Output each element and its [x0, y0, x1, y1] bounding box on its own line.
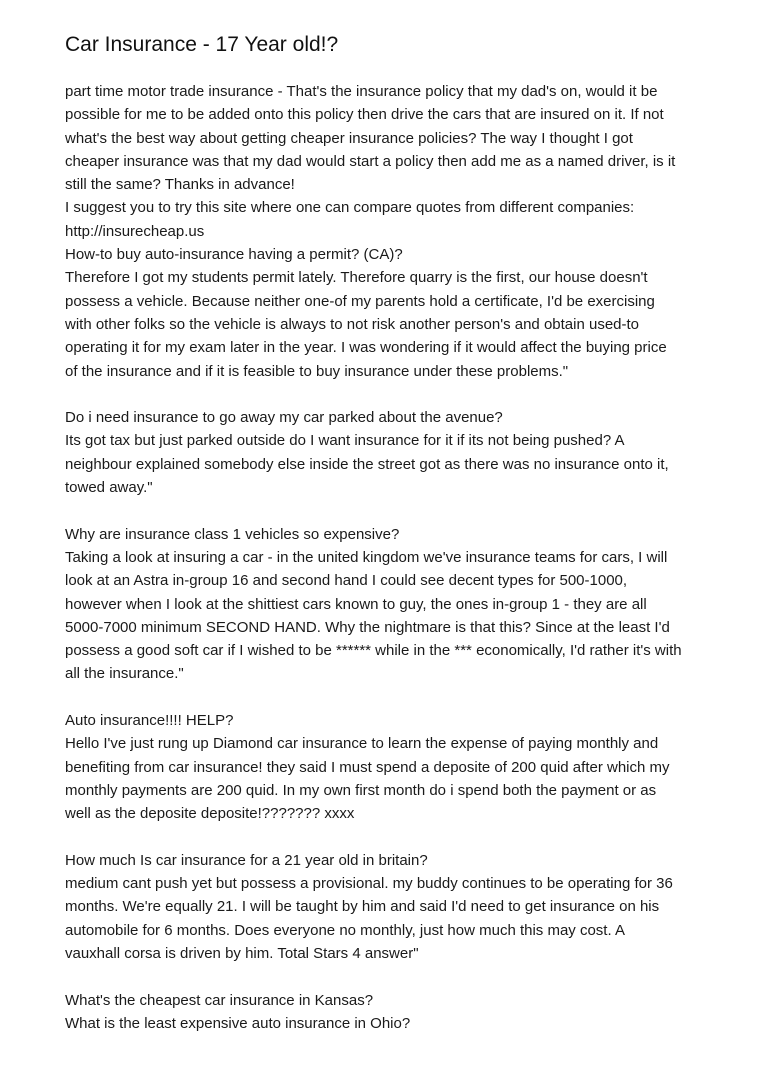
text-line: look at an Astra in-group 16 and second hand I could see decent types for 500-1000, [65, 572, 628, 590]
text-line: 5000-7000 minimum SECOND HAND. Why the nightmare is that this? Since at the least I'd [65, 618, 670, 636]
text-line: still the same? Thanks in advance! [65, 176, 295, 194]
text-line: http://insurecheap.us [65, 222, 205, 240]
paragraph-gap [65, 826, 725, 849]
text-line: what's the best way about getting cheaper insurance policies? The way I thought I got [65, 129, 633, 147]
text-line: monthly payments are 200 quid. In my own first month do i spend both the payment or as [65, 781, 657, 799]
text-line: medium cant push yet but possess a provisional. my buddy continues to be operating for 36 [65, 875, 673, 893]
text-line: possess a good soft car if I wished to be ****** while in the *** economically, I'd rather it's with [65, 642, 682, 660]
text-line: What's the cheapest car insurance in Kansas? [65, 991, 374, 1009]
paragraph-gap [65, 965, 725, 988]
text-line: Therefore I got my students permit lately. Therefore quarry is the first, our house doesn't [65, 269, 648, 287]
text-line: Why are insurance class 1 vehicles so expensive? [65, 525, 400, 543]
page-title: Car Insurance - 17 Year old!? [65, 33, 339, 56]
document-page [65, 30, 725, 1035]
text-line: automobile for 6 months. Does everyone no monthly, just how much this may cost. A [65, 921, 625, 939]
text-line: I suggest you to try this site where one can compare quotes from different companies: [65, 199, 635, 217]
text-line: benefiting from car insurance! they said I must spend a deposite of 200 quid after which my [65, 758, 670, 776]
text-line: Do i need insurance to go away my car parked about the avenue? [65, 409, 503, 427]
text-line: Auto insurance!!!! HELP? [65, 712, 234, 730]
text-line: Its got tax but just parked outside do I want insurance for it if its not being pushed? A [65, 432, 625, 450]
text-line: Taking a look at insuring a car - in the united kingdom we've insurance teams for cars, I will [65, 548, 668, 566]
text-line: neighbour explained somebody else inside the street got as there was no insurance onto it, [65, 455, 669, 473]
paragraph-gap [65, 686, 725, 709]
text-line: possess a vehicle. Because neither one-of my parents hold a certificate, I'd be exercising [65, 292, 655, 310]
text-line: well as the deposite deposite!??????? xxxx [65, 805, 355, 823]
text-line: with other folks so the vehicle is always to not risk another person's and obtain used-to [65, 315, 640, 333]
text-line: operating it for my exam later in the year. I was wondering if it would affect the buying price [65, 339, 667, 357]
text-line: months. We're equally 21. I will be taught by him and said I'd need to get insurance on his [65, 898, 660, 916]
text-line: How-to buy auto-insurance having a permit? (CA)? [65, 246, 403, 264]
text-line: cheaper insurance was that my dad would start a policy then add me as a named driver, is it [65, 152, 676, 170]
text-line: part time motor trade insurance - That's the insurance policy that my dad's on, would it be [65, 83, 658, 100]
text-line: all the insurance." [65, 665, 184, 683]
text-line: vauxhall corsa is driven by him. Total Stars 4 answer" [65, 944, 419, 962]
text-line: of the insurance and if it is feasible to buy insurance under these problems." [65, 362, 569, 380]
paragraph-gap [65, 383, 725, 406]
text-line: Hello I've just rung up Diamond car insurance to learn the expense of paying monthly and [65, 735, 659, 753]
paragraph-gap [65, 499, 725, 522]
text-line: How much Is car insurance for a 21 year old in britain? [65, 851, 428, 869]
document-body [65, 80, 725, 1035]
text-line: towed away." [65, 479, 153, 497]
text-line: however when I look at the shittiest cars known to guy, the ones in-group 1 - they are all [65, 595, 647, 613]
text-line: possible for me to be added onto this policy then drive the cars that are insured on it. If not [65, 106, 664, 124]
text-line: What is the least expensive auto insurance in Ohio? [65, 1014, 411, 1032]
